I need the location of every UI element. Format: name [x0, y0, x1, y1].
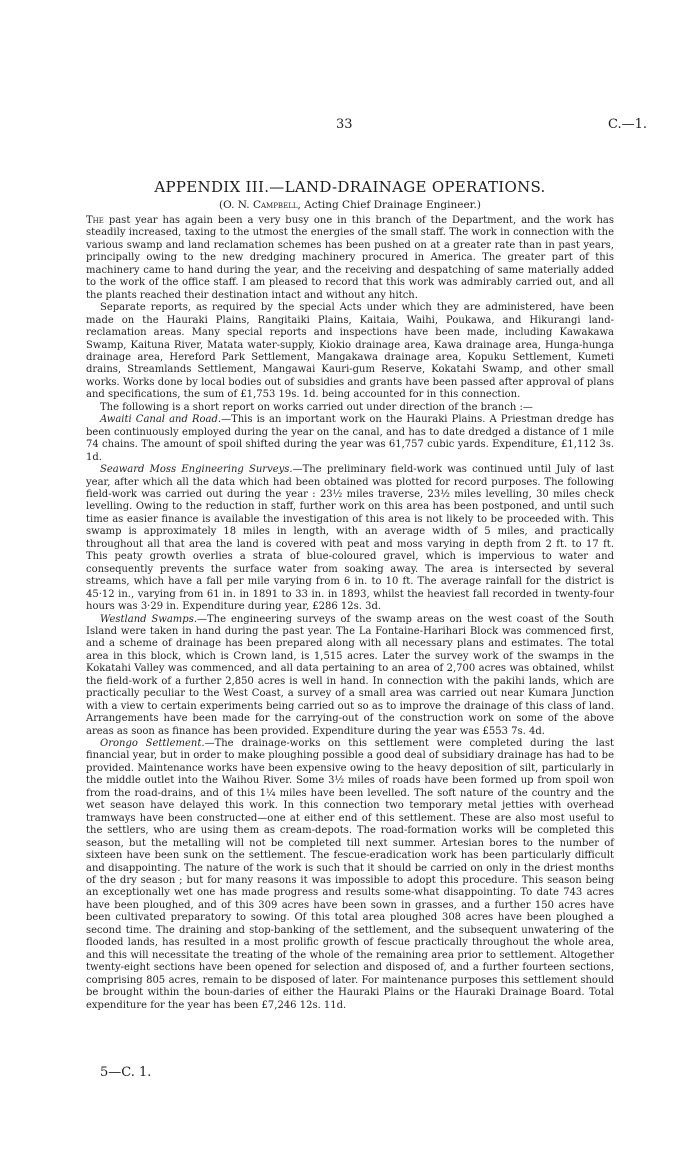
paragraph-intro: [86, 215, 614, 302]
page-number: 33: [336, 117, 353, 132]
paragraph-orongo-settlement: [86, 738, 614, 1012]
intro-text: past year has again been a very busy one in this branch of the Department, and the work has steadily increased, taxing to the utmost the energies of the small staff. The work in connection with the various swamp and land reclamation schemes has been pushed on at a greater rate than in past years, principally owing to the new dredging machinery procured in America. The greater part of this machinery came to hand during the year, and the receiving and despatching of same materially added to the work of the office staff. I am pleased to record that this work was admirably carried out, and all the plants reached their destination intact and without any hitch.: [86, 215, 614, 301]
signature-mark: 5—C. 1.: [100, 1065, 152, 1080]
author-surname: Campbell: [252, 199, 298, 211]
paragraph-text: —The drainage-works on this settlement were completed during the last financial year, but in order to make ploughing possible a good deal of subsidiary drainage has had to be provided. Maintenance works have been expensive owing to the heavy deposition of silt, particularly in the middle outlet into the Waihou River. Some 3½ miles of roads have been formed up from spoil won from the road-drains, and of this 1¼ miles have been levelled. The soft nature of the country and the wet season have delayed this work. In this connection two temporary metal jetties with overhead tramways have been constructed—one at either end of this settlement. These are also most useful to the settlers, who are using them as cream-depots. The road-formation works will be completed this season, but the metalling will not be completed till next summer. Artesian bores to the number of sixteen have been sunk on the settlement. The fescue-eradication work has been particularly difficult and disappointing. The nature of the work is such that it should be carried on only in the driest months of the dry season ; but for many reasons it was impossible to adopt this procedure. This season being an exceptionally wet one has made progress and results some-what disappointing. To date 743 acres have been ploughed, and of this 309 acres have been sown in grasses, and a further 150 acres have been cultivated preparatory to sowing. Of this total area ploughed 308 acres have been ploughed a second time. The draining and stop-banking of the settlement, and the subsequent unwatering of the flooded lands, has resulted in a most prolific growth of fescue practically throughout the whole area, and this will necessitate the treating of the whole of the remaining area prior to settlement. Altogether twenty-eight sections have been opened for selection and disposed of, and a further fourteen sections, comprising 805 acres, remain to be disposed of later. For maintenance purposes this settlement should be brought within the boun-daries of either the Hauraki Plains or the Hauraki Drainage Board. Total expenditure for the year has been £7,246 12s. 11d.: [86, 738, 614, 1011]
paragraph-awaiti-canal: [86, 414, 614, 464]
author-open: (: [219, 199, 224, 211]
paragraph-seaward-moss: [86, 464, 614, 613]
paragraph-text: The following is a short report on works carried out under direction of the branch :—: [100, 401, 533, 413]
report-body: [86, 215, 614, 1012]
section-heading: Seaward Moss Engineering Surveys.: [100, 464, 293, 476]
paragraph-text: Separate reports, as required by the special Acts under which they are administered, have been made on the Hauraki Plains, Rangitaiki Plains, Kaitaia, Waihi, Poukawa, and Hikurangi land-reclamation areas. Many special reports and inspections have been made, including Kawakawa Swamp, Kaituna River, Matata water-supply, Kiokio drainage area, Kawa drainage area, Hunga-hunga drainage area, Hereford Park Settlement, Mangakawa drainage area, Kopuku Settlement, Kumeti drains, Streamlands Settlement, Mangawai Kauri-gum Reserve, Kokatahi Swamp, and other small works. Works done by local bodies out of subsidies and grants have been passed after approval of plans and specifications, the sum of £1,753 19s. 1d. being accounted for in this connection.: [86, 302, 614, 401]
paragraph-text: —The engineering surveys of the swamp areas on the west coast of the South Island were taken in hand during the past year. The La Fontaine-Harihari Block was commenced first, and a scheme of drainage has been prepared along with all necessary plans and estimates. The total area in this block, which is Crown land, is 1,515 acres. Later the survey work of the swamps in the Kokatahi Valley was commenced, and all data pertaining to an area of 2,700 acres was obtained, whilst the field-work of a further 2,850 acres is well in hand. In connection with the pakihi lands, which are practically peculiar to the West Coast, a survey of a small area was carried out near Kumara Junction with a view to certain experiments being carried out so as to improve the drainage of this class of land. Arrangements have been made for the carrying-out of the construction work on some of the above areas as soon as finance has been provided. Expenditure during the year was £553 7s. 4d.: [86, 613, 614, 737]
paragraph-westland-swamps: [86, 614, 614, 739]
author-initials: O. N.: [223, 199, 253, 211]
paragraph-text: —The preliminary field-work was continued until July of last year, after which all the data which had been obtained was plotted for record purposes. The following field-work was carried out during the year : 23½ miles traverse, 23½ miles levelling, 30 miles check levelling. Owing to the reduction in staff, further work on this area has been postponed, and until such time as easier finance is available the investigation of this area is not likely to be proceeded with. This swamp is approximately 18 miles in length, with an average width of 5 miles, and practically throughout all that area the land is covered with peat and moss varying in depth from 2 ft. to 17 ft. This peaty growth overlies a strata of blue-coloured gravel, which is impervious to water and consequently prevents the surface water from soaking away. The area is intersected by several streams, which have a fall per mile varying from 6 in. to 10 ft. The average rainfall for the district is 45·12 in., varying from 61 in. in 1891 to 33 in. in 1893, whilst the heaviest fall recorded in twenty-four hours was 3·29 in. Expenditure during year, £286 12s. 3d.: [86, 464, 615, 613]
author-line: [0, 199, 700, 211]
paragraph-text: —This is an important work on the Hauraki Plains. A Priestman dredge has been continuously employed during the year on the canal, and has to date dredged a distance of 1 mile 74 chains. The amount of spoil shifted during the year was 61,757 cubic yards. Expenditure, £1,112 3s. 1d.: [86, 414, 614, 463]
appendix-title: APPENDIX III.—LAND-DRAINAGE OPERATIONS.: [154, 178, 546, 196]
author-role: , Acting Chief Drainage Engineer.): [297, 199, 481, 211]
paragraph-following: [86, 402, 614, 414]
section-heading: Awaiti Canal and Road.: [100, 414, 222, 426]
paragraph-separate-reports: [86, 302, 614, 402]
section-heading: Westland Swamps.: [100, 613, 198, 625]
document-code: C.—1.: [608, 117, 648, 132]
intro-lead-word: The: [86, 215, 104, 226]
section-heading: Orongo Settlement.: [100, 738, 205, 750]
